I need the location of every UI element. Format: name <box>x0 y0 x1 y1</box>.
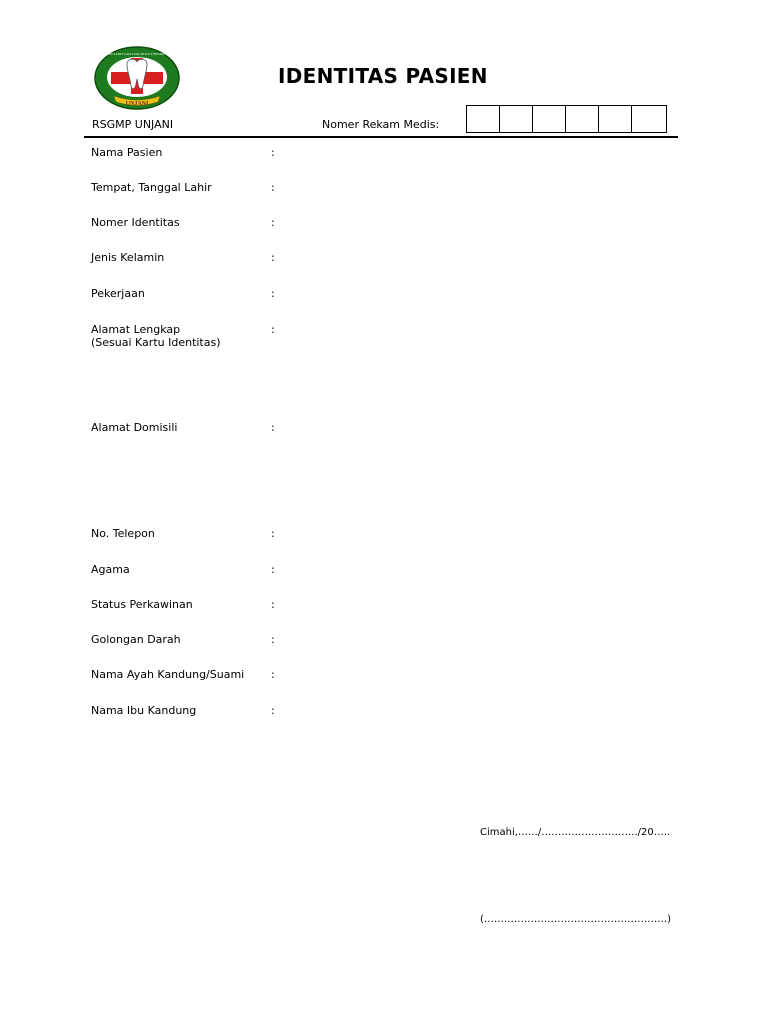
field-label-golongan-darah: Golongan Darah <box>91 633 181 646</box>
field-label-nama-ibu-kandung: Nama Ibu Kandung <box>91 704 197 717</box>
field-label-agama: Agama <box>91 563 130 576</box>
field-colon: : <box>271 598 275 611</box>
field-colon: : <box>271 421 275 434</box>
medical-record-boxes <box>466 105 667 133</box>
field-colon: : <box>271 181 275 194</box>
place-date-line: Cimahi,……/………………………../20….. <box>480 827 671 838</box>
field-label-pekerjaan: Pekerjaan <box>91 287 145 300</box>
medical-record-digit-box[interactable] <box>533 106 566 132</box>
field-colon: : <box>271 216 275 229</box>
page-title: IDENTITAS PASIEN <box>278 64 488 88</box>
medical-record-digit-box[interactable] <box>632 106 666 132</box>
unjani-logo <box>94 46 180 110</box>
field-colon: : <box>271 563 275 576</box>
header-divider <box>84 136 678 138</box>
field-label-nama-ayah-kandung-suami: Nama Ayah Kandung/Suami <box>91 668 245 681</box>
field-colon: : <box>271 668 275 681</box>
signature-line: (……………………………………………….) <box>480 914 671 925</box>
logo-top-text: RUMAH SAKIT GIGI DAN MULUT PENDIDIKAN <box>99 52 175 56</box>
field-colon: : <box>271 704 275 717</box>
medical-record-digit-box[interactable] <box>467 106 500 132</box>
field-label-no-telepon: No. Telepon <box>91 527 155 540</box>
field-colon: : <box>271 527 275 540</box>
field-label-alamat-lengkap: Alamat Lengkap <box>91 323 181 336</box>
medical-record-digit-box[interactable] <box>500 106 533 132</box>
field-label-nama-pasien: Nama Pasien <box>91 146 163 159</box>
field-sublabel-alamat-lengkap: (Sesuai Kartu Identitas) <box>91 336 221 349</box>
logo-bottom-text: UNJANI <box>125 101 149 107</box>
medical-record-digit-box[interactable] <box>599 106 632 132</box>
field-colon: : <box>271 287 275 300</box>
field-colon: : <box>271 323 275 336</box>
field-colon: : <box>271 146 275 159</box>
field-label-jenis-kelamin: Jenis Kelamin <box>91 251 165 264</box>
field-colon: : <box>271 251 275 264</box>
field-colon: : <box>271 633 275 646</box>
field-label-tempat-tanggal-lahir: Tempat, Tanggal Lahir <box>91 181 212 194</box>
field-label-status-perkawinan: Status Perkawinan <box>91 598 193 611</box>
medical-record-digit-box[interactable] <box>566 106 599 132</box>
field-label-alamat-domisili: Alamat Domisili <box>91 421 178 434</box>
hospital-name: RSGMP UNJANI <box>92 118 174 131</box>
medical-record-label: Nomer Rekam Medis: <box>322 118 440 131</box>
field-label-nomer-identitas: Nomer Identitas <box>91 216 180 229</box>
